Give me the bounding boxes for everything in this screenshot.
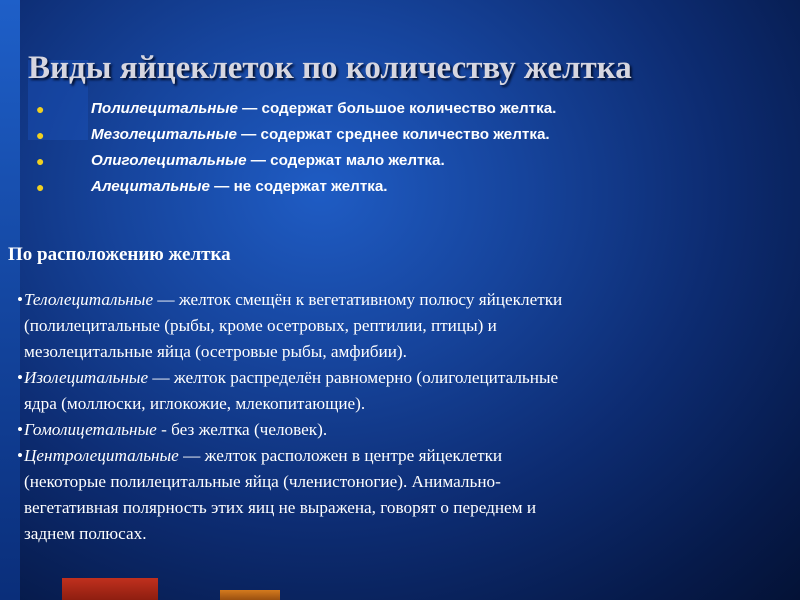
list-item-text [91,122,550,148]
decorative-red-block [62,578,158,600]
term: Олиголецитальные [91,152,247,169]
list-item-text [91,96,556,122]
list-item [17,417,794,443]
item-line [24,365,794,391]
list-item [17,287,794,365]
item-line: (некоторые полилецитальные яйца (членистоногие). Анимально- [24,472,501,491]
item-line [24,287,794,313]
item-line [24,443,794,469]
term: Изолецитальные [24,368,149,387]
definition: — содержат среднее количество желтка. [236,126,550,143]
item-line [24,417,794,443]
item-line: вегетативная полярность этих яиц не выражена, говорят о переднем и [24,498,537,517]
list-item [17,365,794,417]
list-item [36,174,556,200]
bullet-dot-icon: • [17,420,24,439]
bullet-dot-icon: • [17,446,24,465]
definition: - без желтка (человек). [156,420,328,439]
bullet-dot-icon: ● [36,101,45,117]
definition: — желток распределён равномерно (олиголецитальные [148,368,559,387]
item-line: мезолецитальные яйца (осетровые рыбы, амфибии). [24,342,407,361]
item-line: (полилецитальные (рыбы, кроме осетровых, рептилии, птицы) и [24,316,497,335]
slide-title: Виды яйцеклеток по количеству желтка [28,50,632,86]
bullet-dot-icon: ● [36,153,45,169]
section-subheading: По расположению желтка [8,244,231,265]
definition: — содержат мало желтка. [246,152,445,169]
item-line: заднем полюсах. [24,524,147,543]
bullet-dot-icon: • [17,290,24,309]
list-item-text [91,174,388,200]
list-item [36,96,556,122]
decorative-orange-block [220,590,280,600]
bullet-dot-icon: ● [36,179,45,195]
term: Гомолицетальные [24,420,157,439]
list-item [17,443,794,547]
item-line: ядра (моллюски, иглокожие, млекопитающие). [24,394,366,413]
definition: — желток расположен в центре яйцеклетки [178,446,503,465]
list-item [36,148,556,174]
term: Центролецитальные [24,446,179,465]
bullet-dot-icon: ● [36,127,45,143]
yolk-amount-list [36,96,556,200]
bullet-dot-icon: • [17,368,24,387]
list-item-text [91,148,445,174]
yolk-location-list [17,287,794,547]
definition: — содержат большое количество желтка. [237,100,557,117]
list-item [36,122,556,148]
definition: — не содержат желтка. [209,178,388,195]
definition: — желток смещён к вегетативному полюсу яйцеклетки [153,290,563,309]
term: Алецитальные [91,178,210,195]
term: Мезолецитальные [91,126,237,143]
term: Телолецитальные [24,290,154,309]
term: Полилецитальные [91,100,238,117]
